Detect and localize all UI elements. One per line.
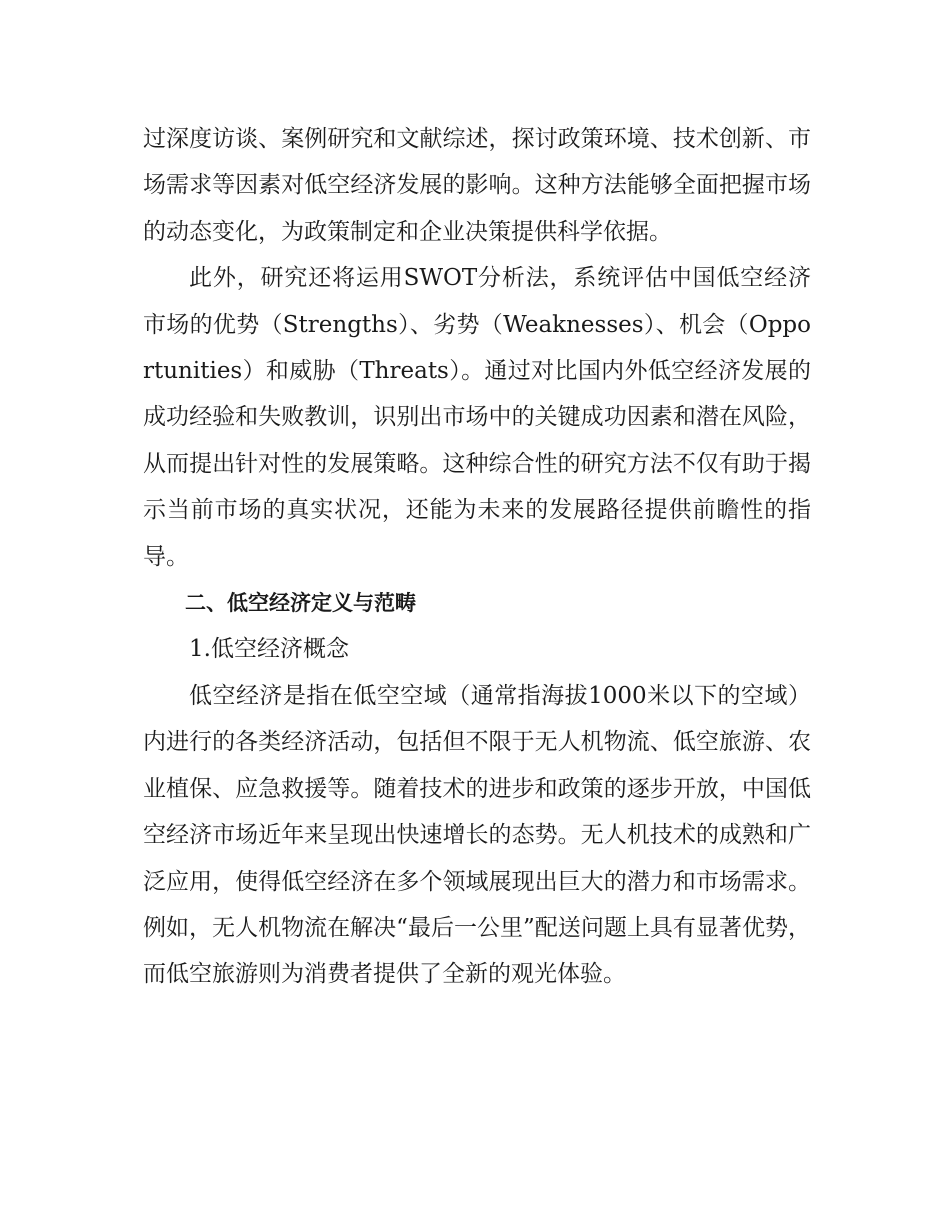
document-body [143, 116, 811, 998]
subsection-heading-concept: 1.低空经济概念 [189, 636, 349, 663]
paragraph-low-altitude-concept: 低空经济是指在低空空域（通常指海拔1000米以下的空域）内进行的各类经济活动，包括但不限于无人机物流、低空旅游、农业植保、应急救援等。随着技术的进步和政策的逐步开放，中国低空经济市场近年来呈现出快速增长的态势。无人机技术的成熟和广泛应用，使得低空经济在多个领域展现出巨大的潜力和市场需求。例如，无人机物流在解决“最后一公里”配送问题上具有显著优势，而低空旅游则为消费者提供了全新的观光体验。 [143, 682, 811, 988]
paragraph-methodology-continued: 过深度访谈、案例研究和文献综述，探讨政策环境、技术创新、市场需求等因素对低空经济发展的影响。这种方法能够全面把握市场的动态变化，为政策制定和企业决策提供科学依据。 [143, 126, 811, 245]
paragraph-swot-analysis: 此外，研究还将运用SWOT分析法，系统评估中国低空经济市场的优势（Strengths）、劣势（Weaknesses）、机会（Opportunities）和威胁（Threats）。通过对比国内外低空经济发展的成功经验和失败教训，识别出市场中的关键成功因素和潜在风险，从而提出针对性的发展策略。这种综合性的研究方法不仅有助于揭示当前市场的真实状况，还能为未来的发展路径提供前瞻性的指导。 [143, 265, 811, 570]
section-heading-definition: 二、低空经济定义与范畴 [185, 591, 416, 616]
